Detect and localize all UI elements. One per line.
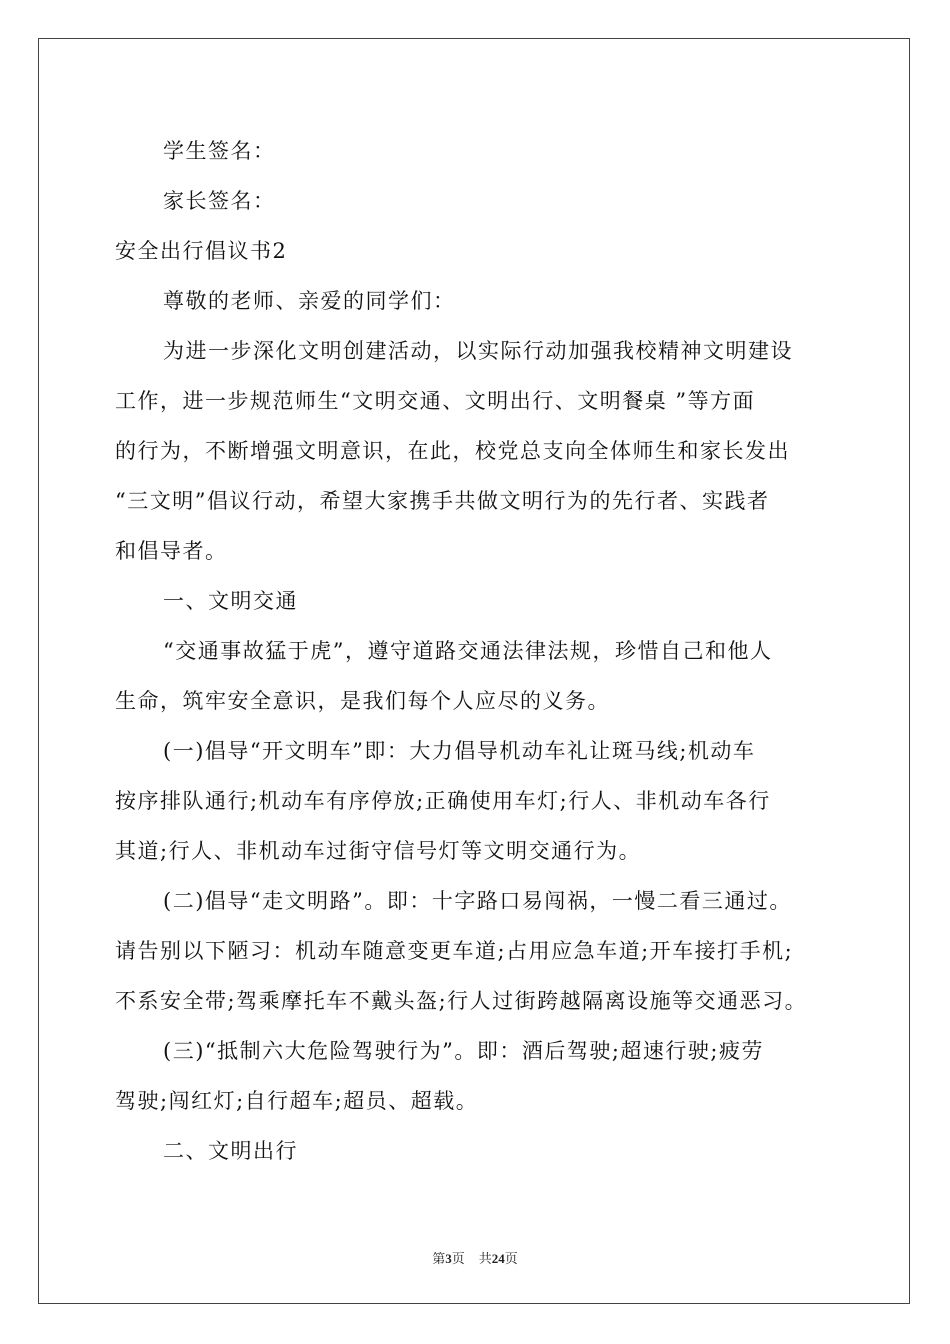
paragraph-line: 生命，筑牢安全意识，是我们每个人应尽的义务。 — [115, 689, 610, 713]
paragraph-line: 按序排队通行;机动车有序停放;正确使用车灯;行人、非机动车各行 — [115, 789, 771, 813]
paragraph-line: 请告别以下陋习：机动车随意变更车道;占用应急车道;开车接打手机; — [115, 939, 794, 963]
paragraph-line: 为进一步深化文明创建活动，以实际行动加强我校精神文明建设 — [163, 339, 793, 363]
paragraph-line: (一)倡导“开文明车”即：大力倡导机动车礼让斑马线;机动车 — [163, 739, 756, 763]
page-prefix: 第 — [432, 1251, 446, 1266]
paragraph-line: (二)倡导“走文明路”。即：十字路口易闯祸，一慢二看三通过。 — [163, 889, 792, 913]
paragraph-line: 的行为，不断增强文明意识，在此，校党总支向全体师生和家长发出 — [115, 439, 790, 463]
student-signature-line: 学生签名： — [163, 139, 276, 163]
paragraph-line: (三)“抵制六大危险驾驶行为”。即：酒后驾驶;超速行驶;疲劳 — [163, 1039, 765, 1063]
paragraph-line: 工作，进一步规范师生“文明交通、文明出行、文明餐桌 ”等方面 — [115, 389, 756, 413]
page-number: 3 — [445, 1251, 452, 1266]
page-footer — [0, 1248, 950, 1267]
paragraph-line: 和倡导者。 — [115, 539, 228, 563]
paragraph-line: 驾驶;闯红灯;自行超车;超员、超载。 — [115, 1089, 479, 1113]
document-title: 安全出行倡议书2 — [115, 239, 288, 263]
total-suffix: 页 — [504, 1251, 518, 1266]
page-suffix: 页 — [451, 1251, 465, 1266]
parent-signature-line: 家长签名： — [163, 189, 276, 213]
paragraph-line: 不系安全带;驾乘摩托车不戴头盔;行人过街跨越隔离设施等交通恶习。 — [115, 989, 808, 1013]
paragraph-line: 其道;行人、非机动车过街守信号灯等文明交通行为。 — [115, 839, 642, 863]
total-pages: 24 — [491, 1251, 505, 1266]
paragraph-line: “交通事故猛于虎”，遵守道路交通法律法规，珍惜自己和他人 — [163, 639, 773, 663]
salutation: 尊敬的老师、亲爱的同学们： — [163, 289, 456, 313]
paragraph-line: “三文明”倡议行动，希望大家携手共做文明行为的先行者、实践者 — [115, 489, 770, 513]
section-heading: 一、文明交通 — [163, 589, 298, 613]
total-prefix: 共 — [478, 1251, 492, 1266]
document-body — [115, 126, 843, 1176]
section-heading: 二、文明出行 — [163, 1139, 298, 1163]
